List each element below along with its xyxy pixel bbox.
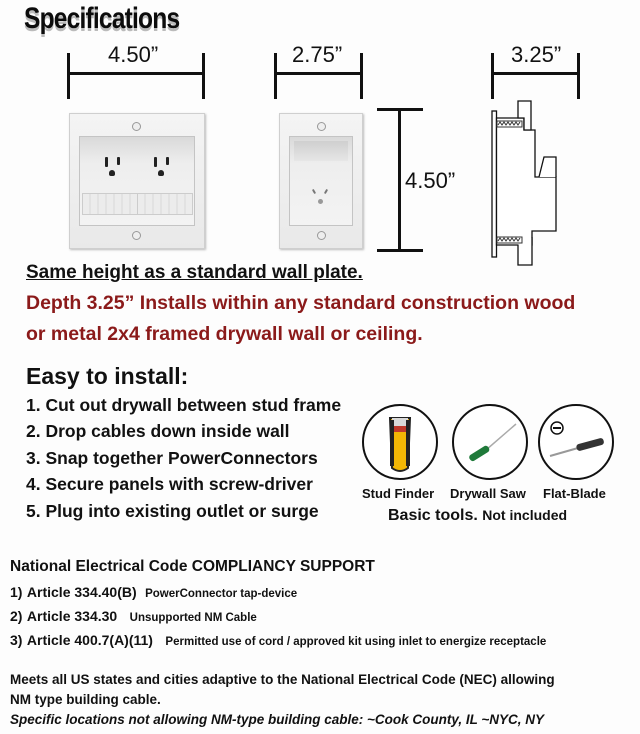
screw-icon <box>317 231 326 240</box>
tool-label-flat-blade: Flat-Blade <box>543 486 606 501</box>
screw-icon <box>317 122 326 131</box>
tools-note-bold: Basic tools. <box>388 507 478 524</box>
depth-note-line-2: or metal 2x4 framed drywall wall or ceiling. <box>26 323 423 345</box>
drywall-saw-icon <box>452 404 528 480</box>
install-heading: Easy to install: <box>26 363 189 389</box>
stud-finder-icon <box>362 404 438 480</box>
depth-label: 3.25” <box>511 42 562 67</box>
article-number: 3) <box>10 632 23 648</box>
screw-icon <box>132 231 141 240</box>
nec-article-row <box>10 584 297 602</box>
article-code: Article 334.30 <box>26 608 118 624</box>
tools-note <box>388 507 567 525</box>
footer-line-2: NM type building cable. <box>10 692 161 707</box>
install-step: 1. Cut out drywall between stud frame <box>26 395 342 415</box>
article-description: Unsupported NM Cable <box>129 612 257 624</box>
nec-article-row <box>10 632 546 650</box>
flat-blade-screwdriver-icon <box>538 404 614 480</box>
screw-icon <box>132 122 141 131</box>
footer-line-1: Meets all US states and cities adaptive to the National Electrical Code (NEC) allowing <box>10 672 555 687</box>
install-step: 3. Snap together PowerConnectors <box>26 448 318 468</box>
side-profile-diagram-icon <box>485 95 595 270</box>
article-description: Permitted use of cord / approved kit using inlet to energize receptacle <box>165 636 547 648</box>
article-description: PowerConnector tap-device <box>145 588 298 600</box>
article-number: 2) <box>10 608 23 624</box>
footer-restrictions: Specific locations not allowing NM-type building cable: ~Cook County, IL ~NYC, NY <box>10 712 545 727</box>
front-width-label: 4.50” <box>108 42 159 67</box>
article-code: Article 400.7(A)(11) <box>26 632 153 648</box>
nec-article-row <box>10 608 257 626</box>
install-step: 2. Drop cables down inside wall <box>26 421 290 441</box>
tool-label-drywall-saw: Drywall Saw <box>450 486 526 501</box>
install-step: 4. Secure panels with screw-driver <box>26 474 313 494</box>
single-outlet-plate-image <box>279 113 363 249</box>
height-label: 4.50” <box>405 168 456 193</box>
single-width-label: 2.75” <box>292 42 343 67</box>
tool-label-stud-finder: Stud Finder <box>362 486 435 501</box>
nec-heading: National Electrical Code COMPLIANCY SUPPORT <box>10 558 375 575</box>
standard-height-headline: Same height as a standard wall plate. <box>26 262 363 283</box>
page-title: Specifications <box>24 2 180 35</box>
depth-note-line-1: Depth 3.25” Installs within any standard construction wood <box>26 292 576 314</box>
article-number: 1) <box>10 584 23 600</box>
article-code: Article 334.40(B) <box>26 584 137 600</box>
double-outlet-plate-image <box>69 113 205 249</box>
install-step: 5. Plug into existing outlet or surge <box>26 501 319 521</box>
tools-note-rest: Not included <box>482 507 568 523</box>
